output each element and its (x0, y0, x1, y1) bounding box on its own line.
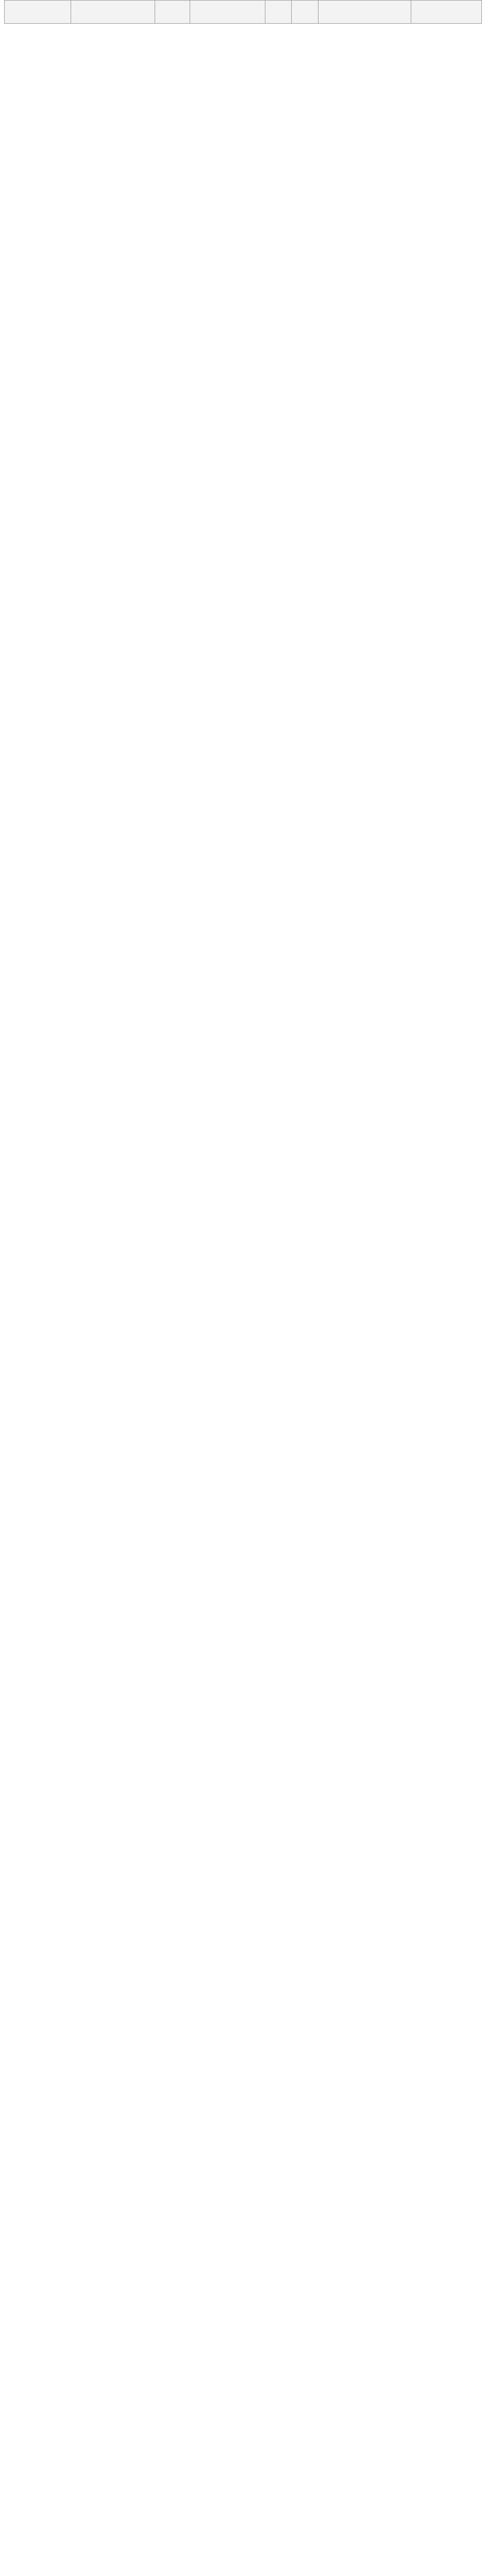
header-college (5, 1, 71, 24)
header-plan (265, 1, 291, 24)
header-row (5, 1, 482, 24)
header-recommended (292, 1, 318, 24)
header-exam-subjects (318, 1, 411, 24)
table-header (5, 1, 482, 24)
header-notes (411, 1, 481, 24)
header-major (71, 1, 155, 24)
header-type (155, 1, 190, 24)
admissions-table (4, 0, 482, 24)
header-direction (190, 1, 265, 24)
footer-note (4, 27, 482, 42)
